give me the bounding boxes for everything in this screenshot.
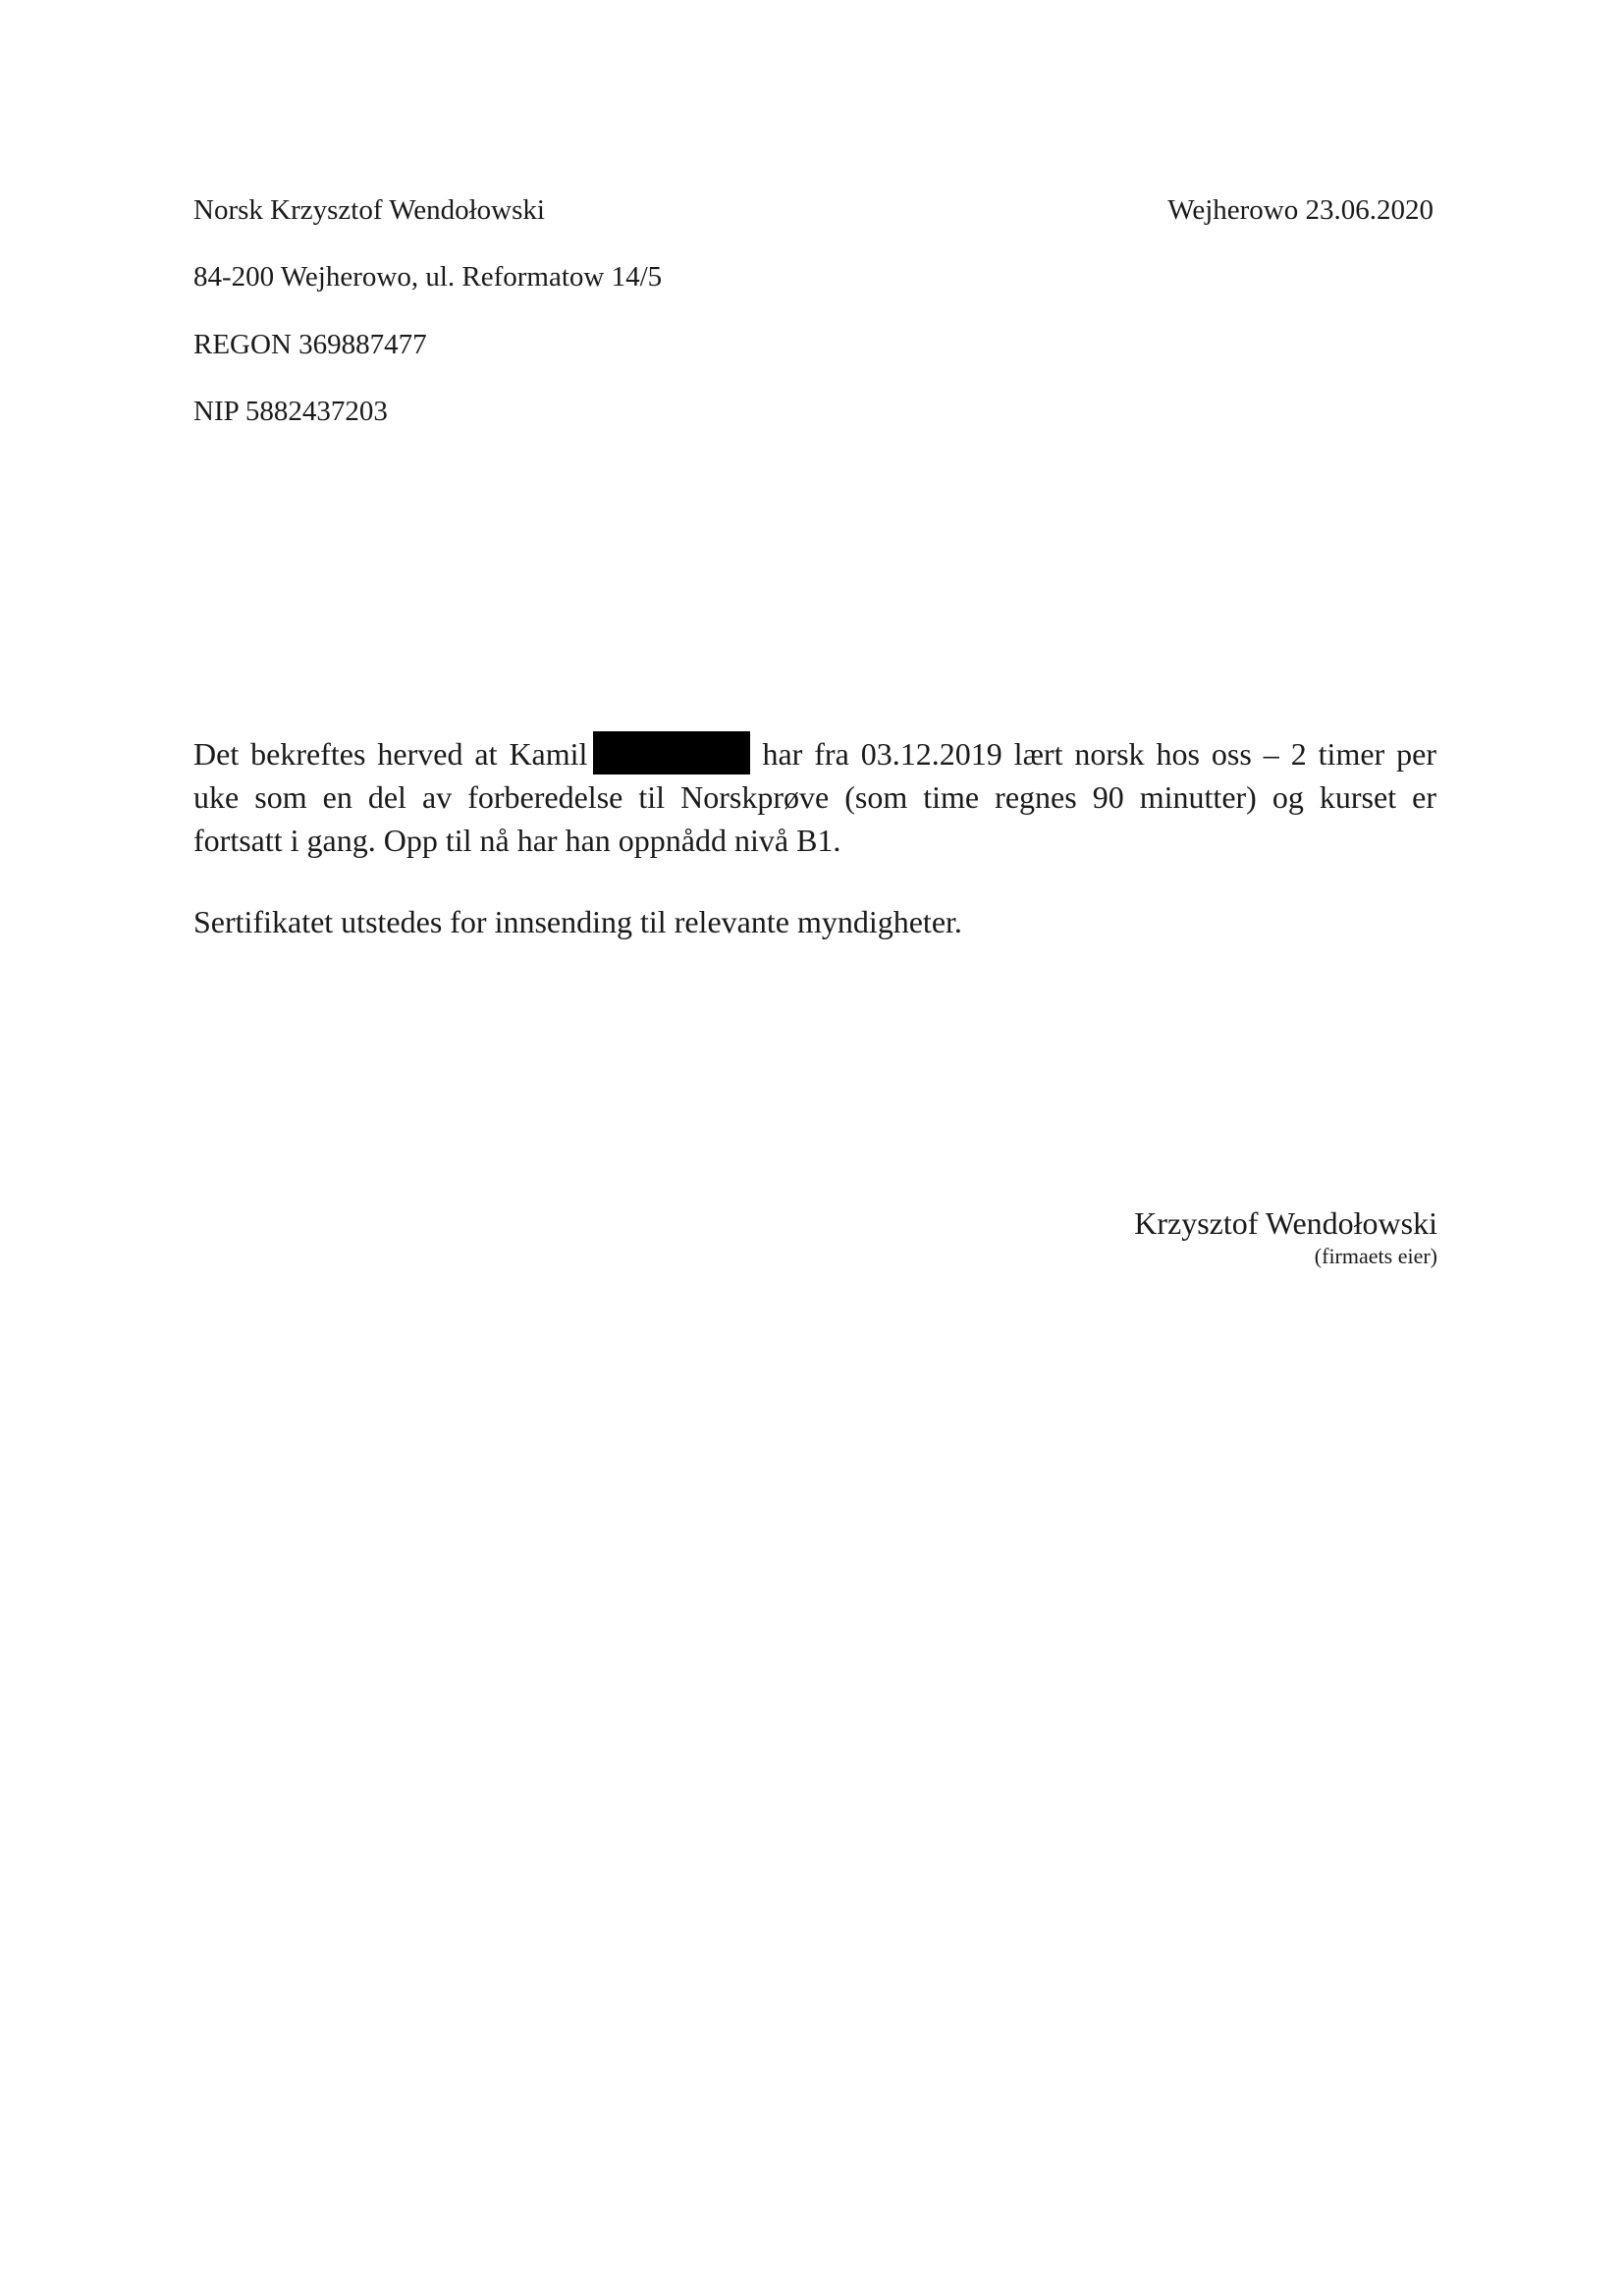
paragraph-line-2: uke som en del av forberedelse til Norskprøve (som time regnes 90 minutter) og kurset er [193,779,1436,815]
paragraph-line-3: fortsatt i gang. Opp til nå har han oppnådd nivå B1. [193,823,841,858]
sender-company: Norsk Krzysztof Wendołowski [193,194,545,226]
issuance-paragraph: Sertifikatet utstedes for innsending til relevante myndigheter. [193,904,962,939]
redaction-box [593,731,750,774]
sender-nip: NIP 5882437203 [193,396,388,427]
sender-address: 84-200 Wejherowo, ul. Reformatow 14/5 [193,261,663,293]
signature-role: (firmaets eier) [1314,1244,1437,1268]
certificate-paragraph [193,731,1436,862]
signature-name: Krzysztof Wendołowski [1134,1205,1437,1241]
paragraph-line-1 [193,731,1436,775]
place-date: Wejherowo 23.06.2020 [1167,194,1434,226]
sender-regon: REGON 369887477 [193,329,427,360]
paragraph-line-1-start: Det bekreftes herved at Kamil [193,736,588,772]
signature-block [1134,1203,1437,1270]
paragraph-line-1-end: har fra 03.12.2019 lært norsk hos oss – 2 timer per [762,736,1437,772]
